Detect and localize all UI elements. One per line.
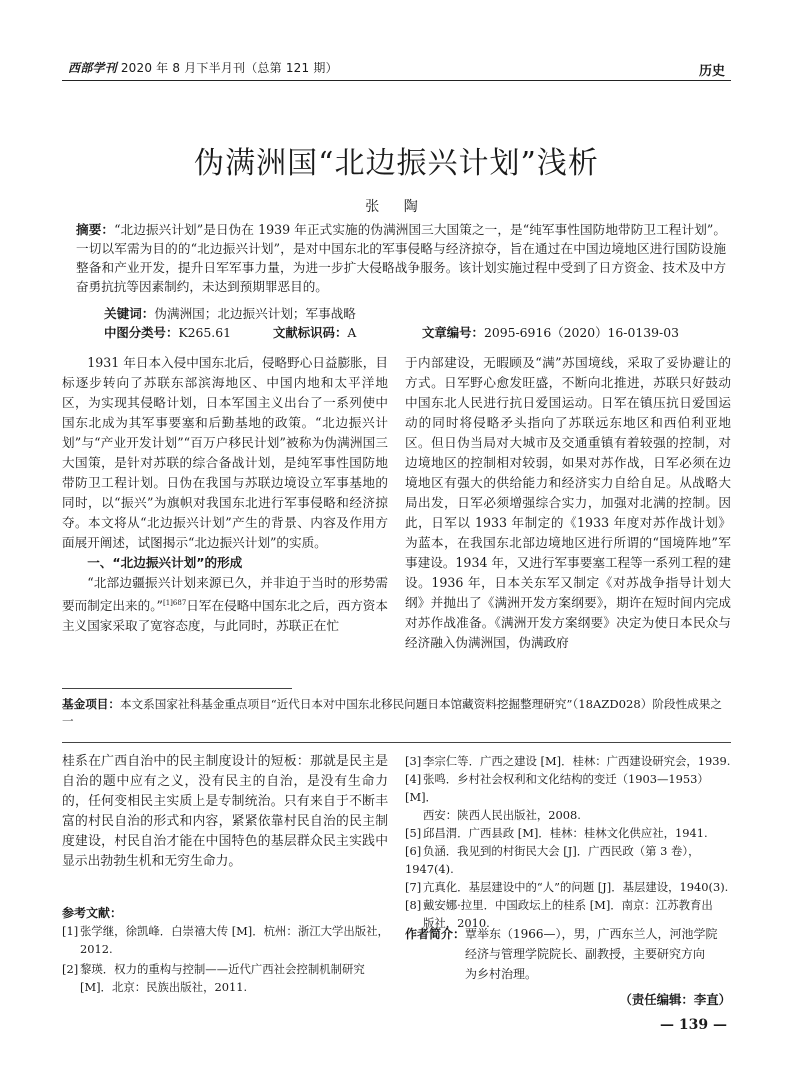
article-number-label: 文章编号： [422,325,484,340]
ref-text: 黎瑛．权力的重构与控制——近代广西社会控制机制研究 [80,962,365,976]
ref-text: 邱昌渭．广西县政 [M]．桂林：桂林文化供应社，1941. [423,826,708,840]
reference-item [405,842,735,878]
abstract [76,220,726,296]
reference-item [62,960,390,996]
reference-item [405,824,735,842]
body-paragraph: 1931 年日本入侵中国东北后，侵略野心日益膨胀，目标逐步转向了苏联东部滨海地区、中国内地和太平洋地区，为实现其侵略计划，日本军国主义出台了一系列使中国东北成为其军事要塞和后勤基地的政策。“北边振兴计划”与“产业开发计划”“百万户移民计划”被称为伪满洲国三大国策，是针对苏联的综合备战计划，是纯军事性国防地带防卫工程计划。日伪在我国与苏联边境设立军事基地的同时，以“振兴”为旗帜对我国东北进行军事侵略和经济掠夺。本文将从“北边振兴计划”产生的背景、内容及作用方面展开阐述，试图揭示“北边振兴计划”的实质。 [62,355,388,550]
abstract-text: “北边振兴计划”是日伪在 1939 年正式实施的伪满洲国三大国策之一，是“纯军事性国防地带防卫工程计划”。一切以军需为目的的“北边振兴计划”，是对中国东北的军事侵略与经济掠夺，旨在通过在中国边境地区进行国防设施整备和产业开发，提升日军军事力量，为进一步扩大侵略战争服务。该计划实施过程中受到了日方资金、技术及中方奋勇抗抗等因素制约，未达到预期罪恶目的。 [76,222,727,294]
prev-article-paragraph: 桂系在广西自治中的民主制度设计的短板：那就是民主是自治的题中应有之义，没有民主的自治，是没有生命力的，任何变相民主实质上是专制统治。只有来自于不断丰富的村民自治的形式和内容，紧紧依靠村民自治的民主制度建设，村民自治才能在中国特色的基层群众民主实践中显示出勃勃生机和无穷生命力。 [62,754,388,869]
ref-text: 李宗仁等．广西之建设 [M]．桂林：广西建设研究会，1939. [423,754,731,768]
abstract-label: 摘要： [76,222,115,237]
keywords [104,303,356,322]
section-label: 历史 [698,64,725,79]
doc-code-value: A [347,325,357,340]
fund-label: 基金项目： [62,697,120,711]
body-paragraph: 于内部建设，无暇顾及“满”苏国境线，采取了妥协避让的方式。日军野心愈发旺盛，不断向北推进，苏联只好鼓动中国东北人民进行抗日爱国运动。日军在镇压抗日爱国运动的同时将侵略矛头指向了苏联远东地区和西伯利亚地区。但日伪当局对大城市及交通重镇有着较强的控制，对边境地区的控制相对较弱，如果对苏作战，日军必须在边境地区有强大的供给能力和经济实力自给自足。从战略大局出发，日军必须增强综合实力，加强对北满的控制。因此，日军以 1933 年制定的《1933 年度对苏作战计划》为蓝本，在我国东北部边境地区进行所谓的“国境阵地”军事建设。1934 年，又进行军事要塞工程等一系列工程的建设。1936 年，日本关东军又制定《对苏战争指导计划大纲》并抛出了《满洲开发方案纲要》，期许在短时间内完成对苏作战准备。《满洲开发方案纲要》决定为使日本民众与经济融入伪满洲国，伪满政府 [405,355,731,650]
header-rule [62,80,731,81]
keywords-text: 伪满洲国；北边振兴计划；军事战略 [154,306,356,321]
author-bio [405,924,735,984]
ref-text: 戴安娜·拉里．中国政坛上的桂系 [M]．南京：江苏教育出 [423,898,713,912]
ref-number: [5] [405,826,422,840]
reference-item [62,922,390,958]
ref-text: 张鸣．乡村社会权利和文化结构的变迁（1903—1953）[M]． [405,772,709,804]
bio-label: 作者简介： [405,927,466,941]
fund-note [62,696,732,730]
article-separator [62,742,731,743]
ref-number: [8] [405,898,422,912]
running-header-journal [68,59,338,76]
section-heading: 一、“北边振兴计划”的形成 [87,555,243,570]
ref-text: 亢真化．基层建设中的“人”的问题 [J]．基层建设，1940(3). [423,880,729,894]
body-paragraph [62,573,388,636]
fund-text: 本文系国家社科基金重点项目“近代日本对中国东北移民问题日本馆藏资料挖掘整理研究”（18AZD028）阶段性成果之一 [62,697,722,728]
ref-text: 负涵．我见到的村街民大会 [J]．广西民政（第 3 卷），1947(4). [405,844,700,876]
reference-item [405,770,735,824]
keywords-label: 关键词： [104,306,155,321]
ref-text-cont: 2012. [80,942,113,956]
ref-text-cont: [M]．北京：民族出版社，2011. [80,980,248,994]
clc-value: K265.61 [178,325,231,340]
references-title: 参考文献： [62,906,123,920]
ref-number: [1] [62,924,79,938]
clc-label: 中图分类号： [104,325,179,340]
quote-text: “北部边疆振兴计划来源已久，并非迫于当时的形势需要而制定出来的。” [62,575,388,614]
ref-number: [3] [405,754,422,768]
issue-info: 2020 年 8 月下半月刊（总第 121 期） [120,61,338,75]
bio-text: 覃举东（1966—），男，广西东兰人，河池学院 [465,927,718,941]
ref-text: 张学继，徐凯峰．白崇禧大传 [M]．杭州：浙江大学出版社， [80,924,389,938]
ref-number: [7] [405,880,422,894]
references-left [62,922,390,996]
footnote-rule [62,688,292,689]
ref-number: [6] [405,844,422,858]
article-number [422,323,679,341]
reference-item [405,752,735,770]
body-column-right [405,353,731,653]
ref-number: [4] [405,772,422,786]
clc-number [104,323,231,341]
ref-text-cont: 版社，2010. [423,916,490,930]
prev-article-text [62,752,388,872]
journal-logo: 西部学刊 [68,61,117,75]
responsible-editor: （责任编辑：李直） [619,992,731,1007]
reference-item [405,878,735,896]
doc-code-label: 文献标识码： [273,325,348,340]
body-column-left [62,353,388,636]
page-number: — 139 — [660,1017,727,1033]
citation-mark: [1]687 [163,599,187,607]
references-right [405,752,735,932]
bio-text: 经济与管理学院院长、副教授，主要研究方向 [465,947,706,961]
ref-number: [2] [62,962,79,976]
author-name: 张 陶 [365,199,428,215]
article-number-value: 2095-6916（2020）16-0139-03 [483,325,679,340]
ref-text-cont: 西安：陕西人民出版社，2008. [423,808,581,822]
body-text: 日军在侵略中国东北之后，西方资本主义国家采取了宽容态度，与此同时，苏联正在忙 [62,598,388,634]
bio-text: 为乡村治理。 [465,967,538,981]
article-title: 伪满洲国“北边振兴计划”浅析 [194,146,599,181]
document-code [273,323,356,341]
